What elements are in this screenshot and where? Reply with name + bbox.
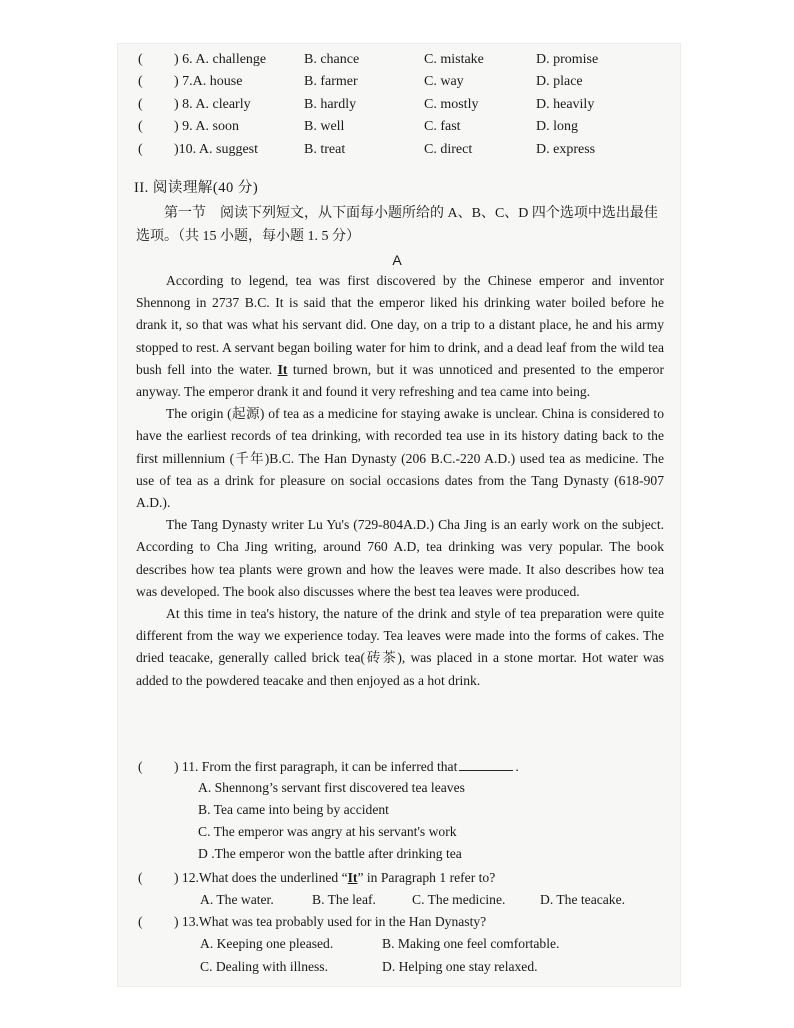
option-b: B. hardly	[304, 96, 357, 112]
paragraph-text: According to legend, tea was first discovered by the Chinese emperor and inventor Shennong in 2737 B.C. It is said that the emperor liked his drinking water boiled before he drank it, so that was what his servant did. One day, on a trip to a distant place, he and his army stopped to rest. A servant began boiling water for him to drink, and a dead leaf from the wild tea bush fell into the water.	[136, 273, 664, 377]
cloze-row	[138, 97, 658, 119]
option-a: )10. A. suggest	[174, 141, 258, 157]
section-title: II. 阅读理解(40 分)	[134, 180, 259, 196]
paragraph-text: turned brown, but it was unnoticed and presented to the emperor anyway. The emperor drank it and found it very refreshing and tea came into being.	[136, 361, 664, 400]
option-b: B. well	[304, 119, 345, 135]
answer-paren: (	[138, 914, 143, 929]
q12-option-b: B. The leaf.	[312, 892, 376, 907]
q12-option-a: A. The water.	[200, 892, 274, 907]
cloze-row	[138, 119, 658, 141]
paragraph-3: The Tang Dynasty writer Lu Yu's (729-804A.D.) Cha Jing is an early work on the subject. According to Cha Jing writing, around 760 A.D, tea drinking was very popular. The book describes how tea plants were grown and how the leaves were made. It also describes how tea was developed. The book also discusses where the best tea leaves were produced.	[136, 517, 664, 599]
answer-blank	[459, 758, 513, 771]
question-13	[138, 914, 486, 930]
question-end: .	[515, 759, 519, 774]
option-a: ) 7.A. house	[174, 74, 243, 90]
option-c: C. mistake	[424, 52, 484, 67]
answer-paren: (	[138, 96, 143, 112]
section-instruction: 第一节 阅读下列短文，从下面每小题所给的 A、B、C、D 四个选项中选出最佳选项。（共 15 小题，每小题 1. 5 分）	[136, 206, 658, 244]
answer-paren: (	[138, 870, 143, 885]
option-c: C. fast	[424, 119, 461, 135]
option-a: ) 9. A. soon	[174, 119, 239, 135]
q13-option-b: B. Making one feel comfortable.	[382, 936, 560, 951]
q11-option-a: A. Shennong’s servant first discovered tea leaves	[198, 780, 465, 795]
option-b: B. farmer	[304, 74, 358, 90]
option-a: ) 6. A. challenge	[174, 52, 267, 67]
option-c: C. direct	[424, 141, 473, 157]
option-d: D. express	[536, 141, 596, 157]
q11-option-c: C. The emperor was angry at his servant's work	[198, 824, 457, 839]
option-c: C. way	[424, 74, 464, 90]
q11-option-d: D .The emperor won the battle after drinking tea	[198, 846, 462, 861]
option-c: C. mostly	[424, 96, 479, 112]
q12-option-d: D. The teacake.	[540, 892, 626, 907]
option-d: D. promise	[536, 52, 599, 67]
answer-paren: (	[138, 74, 143, 90]
paragraph-4: At this time in tea's history, the nature of the drink and style of tea preparation were quite different from the way we experience today. Tea leaves were made into the forms of cakes. The dried teacake, generally called brick tea(砖茶), was placed in a stone mortar. Hot water was added to the powdered teacake and then enjoyed as a hot drink.	[136, 606, 664, 688]
option-b: B. chance	[304, 52, 360, 67]
question-stem: ) 13.What was tea probably used for in the Han Dynasty?	[174, 914, 487, 929]
q13-option-c: C. Dealing with illness.	[200, 959, 328, 974]
paragraph-2: The origin (起源) of tea as a medicine for staying awake is unclear. China is considered to have the earliest records of tea drinking, with recorded tea use in its history dating back to the first millennium (千年)B.C. The Han Dynasty (206 B.C.-220 A.D.) used tea as medicine. The use of tea as a drink for pleasure on social occasions dates from the Tang Dynasty (618-907 A.D.).	[136, 406, 664, 511]
q12-option-c: C. The medicine.	[412, 892, 506, 907]
option-b: B. treat	[304, 141, 346, 157]
cloze-row	[138, 74, 658, 96]
passage-title: A	[392, 252, 402, 268]
cloze-options	[138, 52, 658, 164]
paragraph-1	[136, 270, 664, 403]
question-12	[138, 870, 495, 886]
answer-paren: (	[138, 141, 143, 157]
question-stem: ” in Paragraph 1 refer to?	[357, 870, 496, 885]
q11-option-b: B. Tea came into being by accident	[198, 802, 389, 817]
cloze-row	[138, 142, 658, 164]
answer-paren: (	[138, 759, 143, 774]
underlined-it: It	[347, 870, 358, 885]
underlined-it: It	[277, 361, 288, 377]
question-stem: ) 12.What does the underlined “	[174, 870, 348, 885]
answer-paren: (	[138, 52, 143, 67]
question-stem: ) 11. From the first paragraph, it can be inferred that	[174, 759, 458, 774]
q13-option-a: A. Keeping one pleased.	[200, 936, 334, 951]
q13-option-d: D. Helping one stay relaxed.	[382, 959, 538, 974]
option-d: D. heavily	[536, 96, 595, 112]
option-d: D. place	[536, 74, 583, 90]
reading-passage	[136, 270, 664, 692]
answer-paren: (	[138, 119, 143, 135]
option-d: D. long	[536, 119, 578, 135]
question-11	[138, 758, 519, 775]
option-a: ) 8. A. clearly	[174, 96, 251, 112]
cloze-row	[138, 52, 658, 74]
